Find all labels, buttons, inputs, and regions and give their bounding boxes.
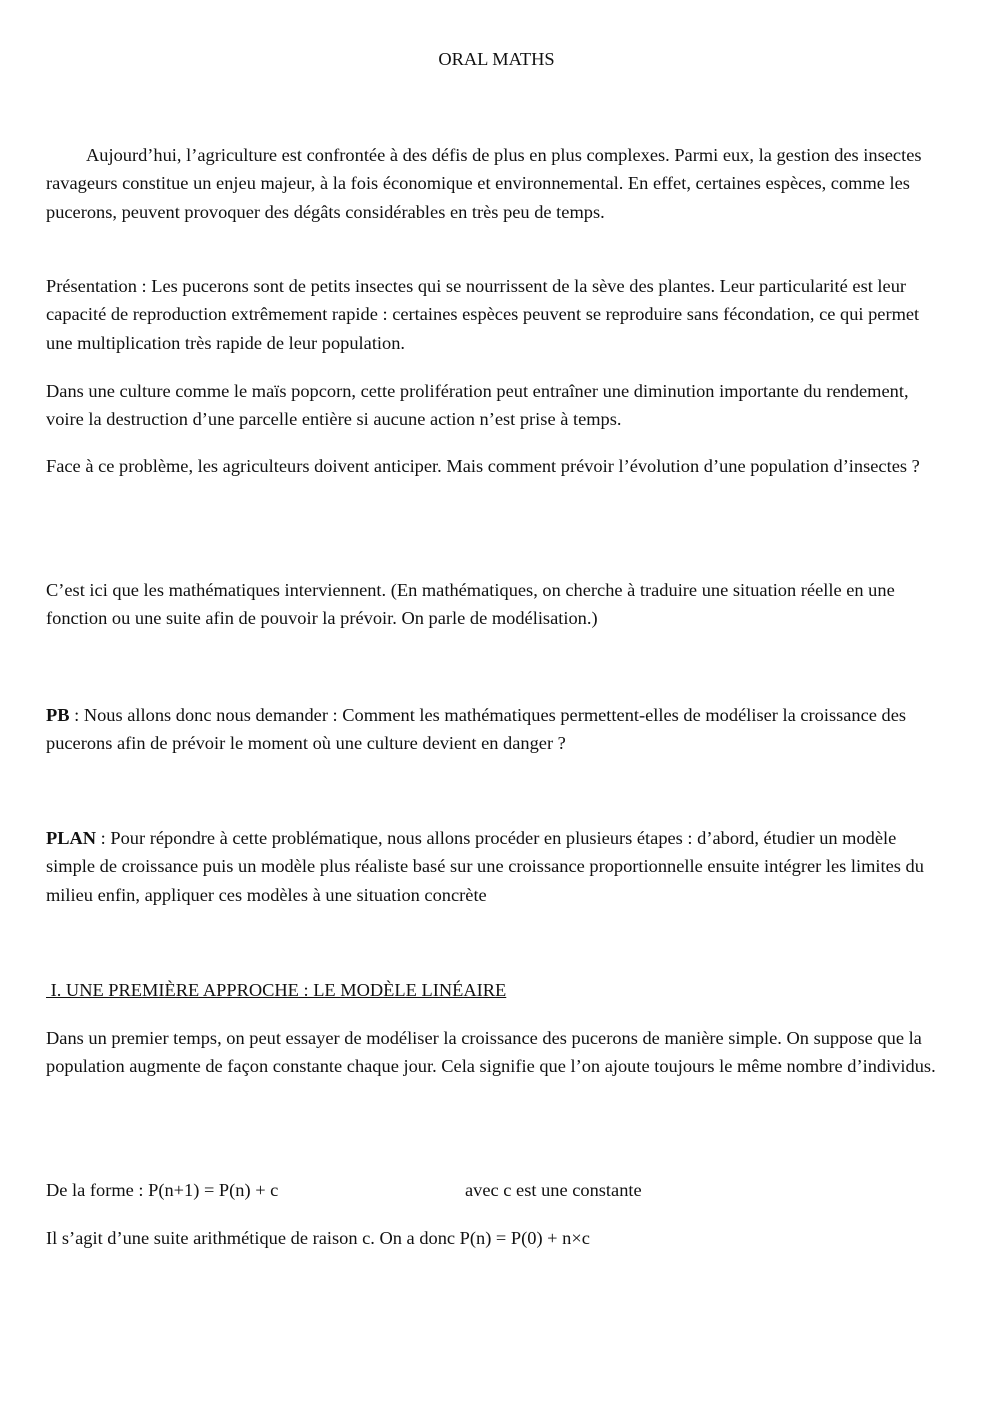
presentation-paragraph: Présentation : Les pucerons sont de petits insectes qui se nourrissent de la sève des plantes. Leur particularité est leur capacité de reproduction extrêmement rapide : certaines espèces peuvent se reproduire sans fécondation, ce qui permet une multiplication très rapide de leur population. xyxy=(46,276,920,353)
plan-paragraph xyxy=(46,824,941,909)
problematic-paragraph xyxy=(46,701,941,758)
pb-label: PB xyxy=(46,705,70,725)
maths-paragraph: C’est ici que les mathématiques interviennent. (En mathématiques, on cherche à traduire une situation réelle en une fonction ou une suite afin de pouvoir la prévoir. On parle de modélisation.) xyxy=(46,580,895,629)
plan-text: : Pour répondre à cette problématique, nous allons procéder en plusieurs étapes : d’abord, étudier un modèle simple de croissance puis un modèle plus réaliste basé sur une croissance proportionnelle ensuite intégrer les limites du milieu enfin, appliquer ces modèles à une situation concrète xyxy=(46,828,924,905)
section-heading xyxy=(46,976,941,1004)
formula-left: De la forme : P(n+1) = P(n) + c xyxy=(46,1180,279,1200)
section-heading-text: I. UNE PREMIÈRE APPROCHE : LE MODÈLE LINÉAIRE xyxy=(46,980,507,1000)
formula-row xyxy=(46,1176,941,1204)
culture-paragraph: Dans une culture comme le maïs popcorn, cette prolifération peut entraîner une diminution importante du rendement, voire la destruction d’une parcelle entière si aucune action n’est prise à temps. xyxy=(46,381,909,430)
section-paragraph: Dans un premier temps, on peut essayer de modéliser la croissance des pucerons de manière simple. On suppose que la population augmente de façon constante chaque jour. Cela signifie que l’on ajoute toujours le même nombre d’individus. xyxy=(46,1028,936,1077)
question-paragraph: Face à ce problème, les agriculteurs doivent anticiper. Mais comment prévoir l’évolution d’une population d’insectes ? xyxy=(46,456,920,476)
formula-right: avec c est une constante xyxy=(465,1180,642,1200)
plan-label: PLAN xyxy=(46,828,97,848)
arithmetic-paragraph: Il s’agit d’une suite arithmétique de raison c. On a donc P(n) = P(0) + n×c xyxy=(46,1228,590,1248)
pb-text: : Nous allons donc nous demander : Comment les mathématiques permettent-elles de modéliser la croissance des pucerons afin de prévoir le moment où une culture devient en danger ? xyxy=(46,705,907,754)
intro-paragraph: Aujourd’hui, l’agriculture est confrontée à des défis de plus en plus complexes. Parmi eux, la gestion des insectes ravageurs constitue un enjeu majeur, à la fois économique et environnemental. En effet, certaines espèces, comme les pucerons, peuvent provoquer des dégâts considérables en très peu de temps. xyxy=(46,145,922,222)
document-title: ORAL MATHS xyxy=(438,49,555,69)
